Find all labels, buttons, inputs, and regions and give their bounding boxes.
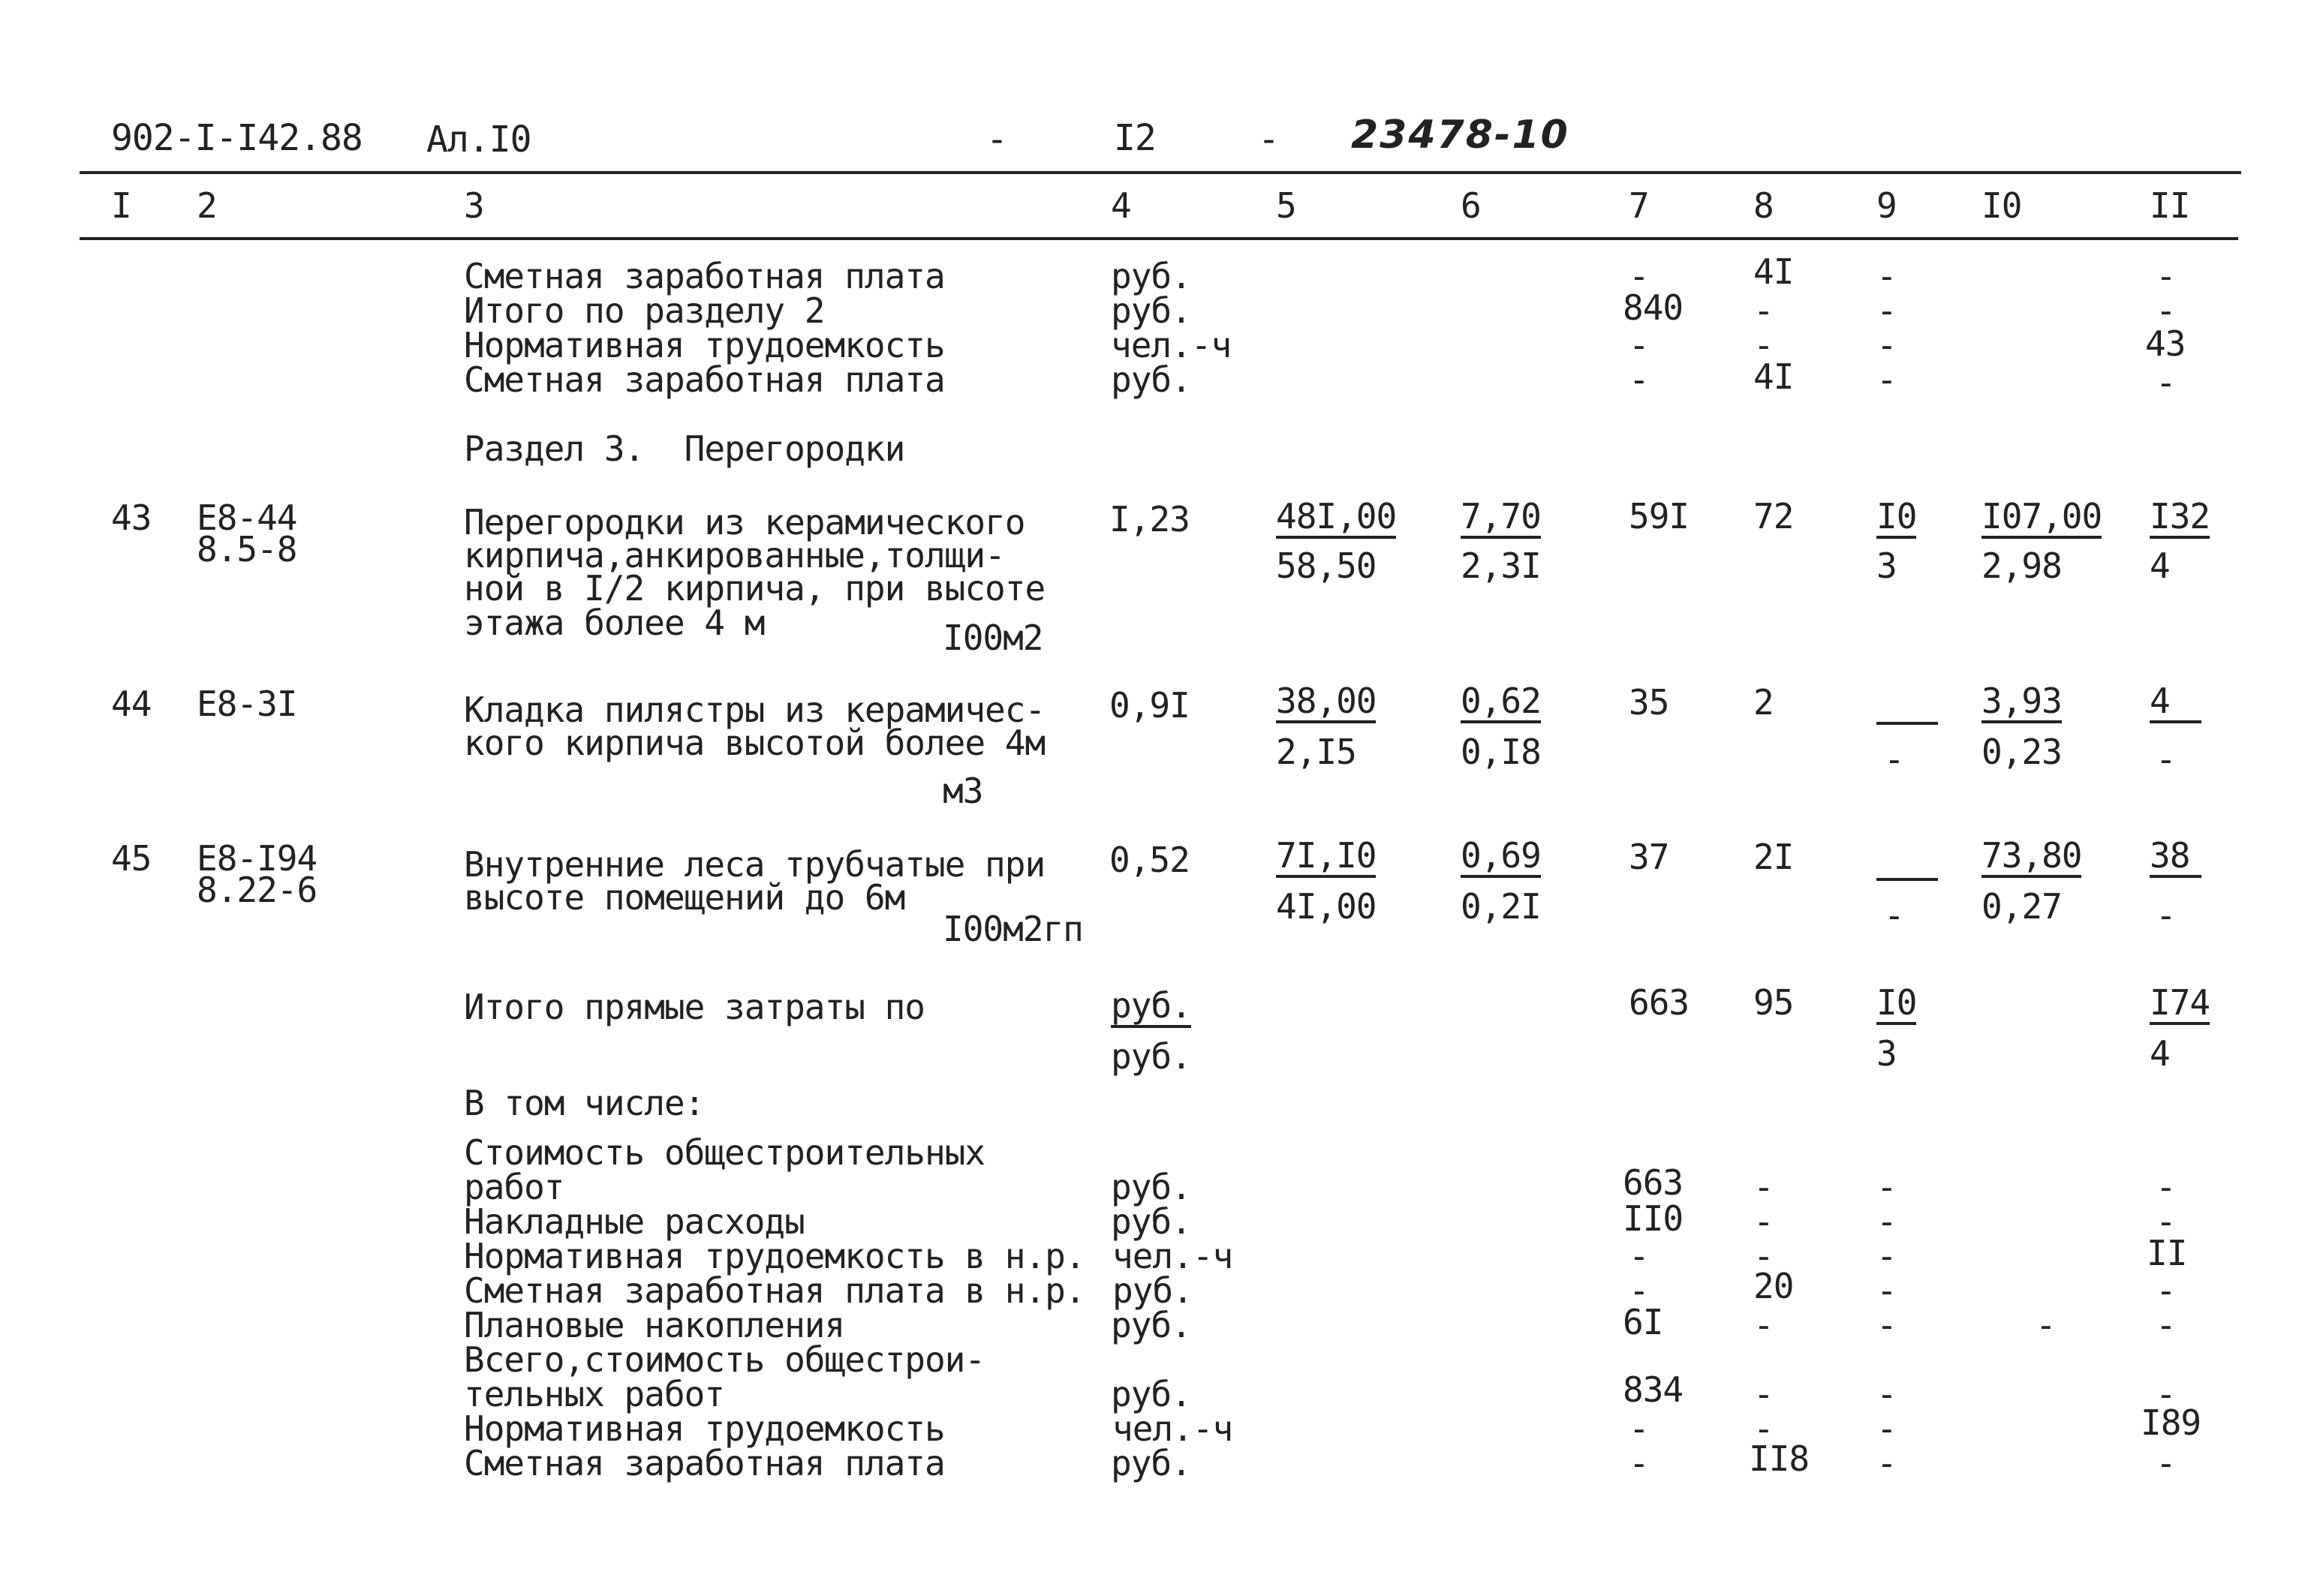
item-c5-top: 48I,00 [1276,498,1396,539]
item-c6-top: 7,70 [1461,498,1541,539]
summary-c8: 20 [1753,1266,1794,1306]
summary-row-label: Итого по разделу 2 [464,290,825,331]
summary-unit: руб. [1111,1305,1191,1345]
item-c5-bottom: 2,I5 [1276,732,1356,772]
item-c6-bottom: 0,I8 [1461,732,1541,772]
item-c11-bottom: - [2156,895,2176,936]
item-c10-bottom: 0,23 [1982,732,2062,772]
item-description-line: этажа более 4 м [464,603,765,643]
summary-c7: 663 [1623,1162,1684,1203]
item-c8: 72 [1753,496,1794,537]
summary-row-label: Сметная заработная плата [464,256,945,296]
col-header-6: 6 [1461,185,1481,226]
item-c6-top: 0,69 [1461,837,1541,878]
item-c7: 37 [1629,837,1669,877]
item-c8: 2I [1753,837,1794,877]
summary-row-c9: - [1876,290,1897,331]
item-c6-top: 0,62 [1461,683,1541,723]
summary-c10: - [2036,1305,2056,1345]
summary-label: работ [464,1167,564,1207]
summary-row-unit: чел.-ч [1111,325,1232,365]
summary-row-c11: - [2156,256,2176,296]
summary-c7: II0 [1623,1198,1684,1239]
direct-costs-c11-bottom: 4 [2150,1033,2170,1074]
summary-row-c11: 43 [2145,323,2186,364]
header-dash-2: - [1258,119,1279,161]
item-code: Е8-3I [197,684,297,724]
item-code-alt: 8.5-8 [197,529,297,570]
col-header-4: 4 [1111,185,1131,226]
item-c9-top: I0 [1876,498,1916,539]
item-code: Е8-44 [197,497,297,538]
summary-label: Плановые накопления [464,1305,845,1345]
summary-c11: - [2156,1270,2176,1311]
direct-costs-label: Итого прямые затраты по [464,987,925,1027]
item-c9-top-dash [1876,722,1938,725]
item-c11-bottom: 4 [2150,546,2170,586]
summary-label: Всего,стоимость общестрои- [464,1339,985,1380]
direct-costs-c9-bottom: 3 [1876,1033,1897,1074]
col-header-7: 7 [1629,185,1649,226]
item-c11-top: 4 [2150,683,2201,723]
item-c10-top: 73,80 [1982,837,2081,878]
summary-unit: руб. [1112,1270,1193,1311]
direct-costs-c9-top: I0 [1876,984,1916,1025]
section-title: Раздел 3. Перегородки [464,428,905,469]
summary-label: Сметная заработная плата в н.р. [464,1270,1085,1311]
item-c5-bottom: 58,50 [1276,546,1377,586]
summary-c7: - [1629,1236,1649,1276]
col-header-1: I [111,185,131,226]
item-c10-bottom: 0,27 [1982,886,2062,927]
header-bottom-rule [80,237,2238,240]
summary-row-c8: 4I [1753,356,1794,397]
summary-c8: - [1753,1374,1774,1414]
summary-c8: - [1753,1167,1774,1207]
summary-row-c8: 4I [1753,251,1794,292]
item-c5-top: 7I,I0 [1276,837,1376,878]
summary-unit: руб. [1111,1167,1191,1207]
summary-c11: II [2147,1233,2187,1273]
item-c6-bottom: 0,2I [1461,886,1541,927]
summary-unit: чел.-ч [1112,1236,1233,1276]
item-description-line: Кладка пилястры из керамичес- [464,690,1046,730]
summary-row-unit: руб. [1111,256,1191,296]
handwritten-stamp: 23478-10 [1351,113,1569,158]
col-header-3: 3 [464,185,484,226]
summary-unit: руб. [1111,1443,1191,1483]
summary-c11: - [2156,1167,2176,1207]
item-c11-top: 38 [2150,837,2201,878]
summary-c7: 6I [1623,1302,1663,1342]
summary-row-c9: - [1876,256,1897,296]
summary-c8: - [1753,1236,1774,1276]
direct-costs-c7: 663 [1629,982,1690,1023]
col-header-5: 5 [1276,185,1296,226]
item-number: 43 [111,497,152,538]
summary-c11: - [2156,1443,2176,1483]
col-header-2: 2 [197,185,217,226]
col-header-9: 9 [1876,185,1897,226]
summary-row-c11: - [2156,290,2176,331]
summary-c8: - [1753,1305,1774,1345]
summary-c9: - [1876,1443,1897,1483]
summary-c11: - [2156,1305,2176,1345]
summary-row-unit: руб. [1111,359,1191,400]
summary-c9: - [1876,1201,1897,1242]
summary-c11: I89 [2141,1402,2201,1443]
item-c11-top: I32 [2150,498,2210,539]
item-unit-measure: I00м2гп [943,909,1083,949]
summary-row-c7: - [1629,359,1649,400]
summary-c11: - [2156,1374,2176,1414]
document-code: 902-I-I42.88 [111,117,363,159]
summary-label: Стоимость общестроительных [464,1132,985,1173]
item-unit-measure: I00м2 [943,618,1043,658]
summary-c8: - [1753,1408,1774,1449]
sheet-label: Ал.I0 [426,119,531,161]
summary-label: Нормативная трудоемкость [464,1408,945,1449]
summary-row-label: Нормативная трудоемкость [464,325,945,365]
item-c6-bottom: 2,3I [1461,546,1541,586]
summary-row-c7: 840 [1623,287,1684,328]
header-top-rule [80,171,2241,174]
item-quantity: 0,9I [1109,685,1190,726]
item-c8: 2 [1753,682,1774,723]
summary-row-c7: - [1629,325,1649,365]
direct-costs-c11-top: I74 [2150,984,2210,1025]
summary-c8: II8 [1749,1438,1810,1479]
item-c9-bottom: 3 [1876,546,1897,586]
item-quantity: I,23 [1109,499,1190,540]
item-c7: 35 [1629,682,1669,723]
item-description-line: ной в I/2 кирпича, при высоте [464,568,1046,609]
summary-row-c8: - [1753,290,1774,331]
summary-c7: - [1629,1443,1649,1483]
summary-unit: руб. [1111,1374,1191,1414]
item-description-line: Внутренние леса трубчатые при [464,844,1046,885]
item-unit-measure: м3 [943,771,983,811]
col-header-10: I0 [1982,185,2022,226]
item-description-line: Перегородки из керамического [464,502,1025,543]
item-number: 45 [111,838,152,879]
item-code: Е8-I94 [197,838,317,879]
header-dash-1: - [986,119,1007,161]
summary-row-c8: - [1753,325,1774,365]
summary-label: тельных работ [464,1374,725,1414]
summary-unit: руб. [1111,1201,1191,1242]
summary-c9: - [1876,1408,1897,1449]
item-description-line: кирпича,анкированные,толщи- [464,535,1005,576]
item-c9-top-dash [1876,878,1938,881]
summary-c9: - [1876,1236,1897,1276]
summary-c7: - [1629,1408,1649,1449]
item-quantity: 0,52 [1109,840,1190,880]
summary-c9: - [1876,1374,1897,1414]
summary-c9: - [1876,1167,1897,1207]
item-number: 44 [111,684,152,724]
summary-c11: - [2156,1201,2176,1242]
direct-costs-c8: 95 [1753,982,1794,1023]
col-header-11: II [2150,185,2190,226]
summary-row-c9: - [1876,359,1897,400]
item-code-alt: 8.22-6 [197,870,317,910]
item-c7: 59I [1629,496,1690,537]
summary-label: Накладные расходы [464,1201,805,1242]
summary-c9: - [1876,1305,1897,1345]
item-c5-top: 38,00 [1276,683,1376,723]
summary-row-label: Сметная заработная плата [464,359,945,400]
direct-costs-unit-bottom: руб. [1111,1036,1191,1077]
item-description-line: кого кирпича высотой более 4м [464,723,1046,763]
direct-costs-unit-top: руб. [1111,987,1191,1028]
summary-label: Сметная заработная плата [464,1443,945,1483]
col-header-8: 8 [1753,185,1774,226]
summary-c9: - [1876,1270,1897,1311]
item-c10-top: I07,00 [1982,498,2102,539]
item-c10-top: 3,93 [1982,683,2062,723]
summary-c8: - [1753,1201,1774,1242]
summary-row-unit: руб. [1111,290,1191,331]
summary-row-c9: - [1876,325,1897,365]
summary-row-c11: - [2156,362,2176,403]
item-c5-bottom: 4I,00 [1276,886,1377,927]
item-c9-bottom: - [1884,739,1904,780]
item-c10-bottom: 2,98 [1982,546,2062,586]
summary-row-c7: - [1629,256,1649,296]
summary-c7: 834 [1623,1369,1684,1410]
summary-label: Нормативная трудоемкость в н.р. [464,1236,1085,1276]
including-label: В том числе: [464,1083,705,1123]
summary-c7: - [1629,1270,1649,1311]
summary-unit: чел.-ч [1112,1408,1233,1449]
item-c11-bottom: - [2156,739,2176,780]
item-description-line: высоте помещений до 6м [464,877,905,918]
item-c9-bottom: - [1884,895,1904,936]
page-number: I2 [1114,117,1156,159]
